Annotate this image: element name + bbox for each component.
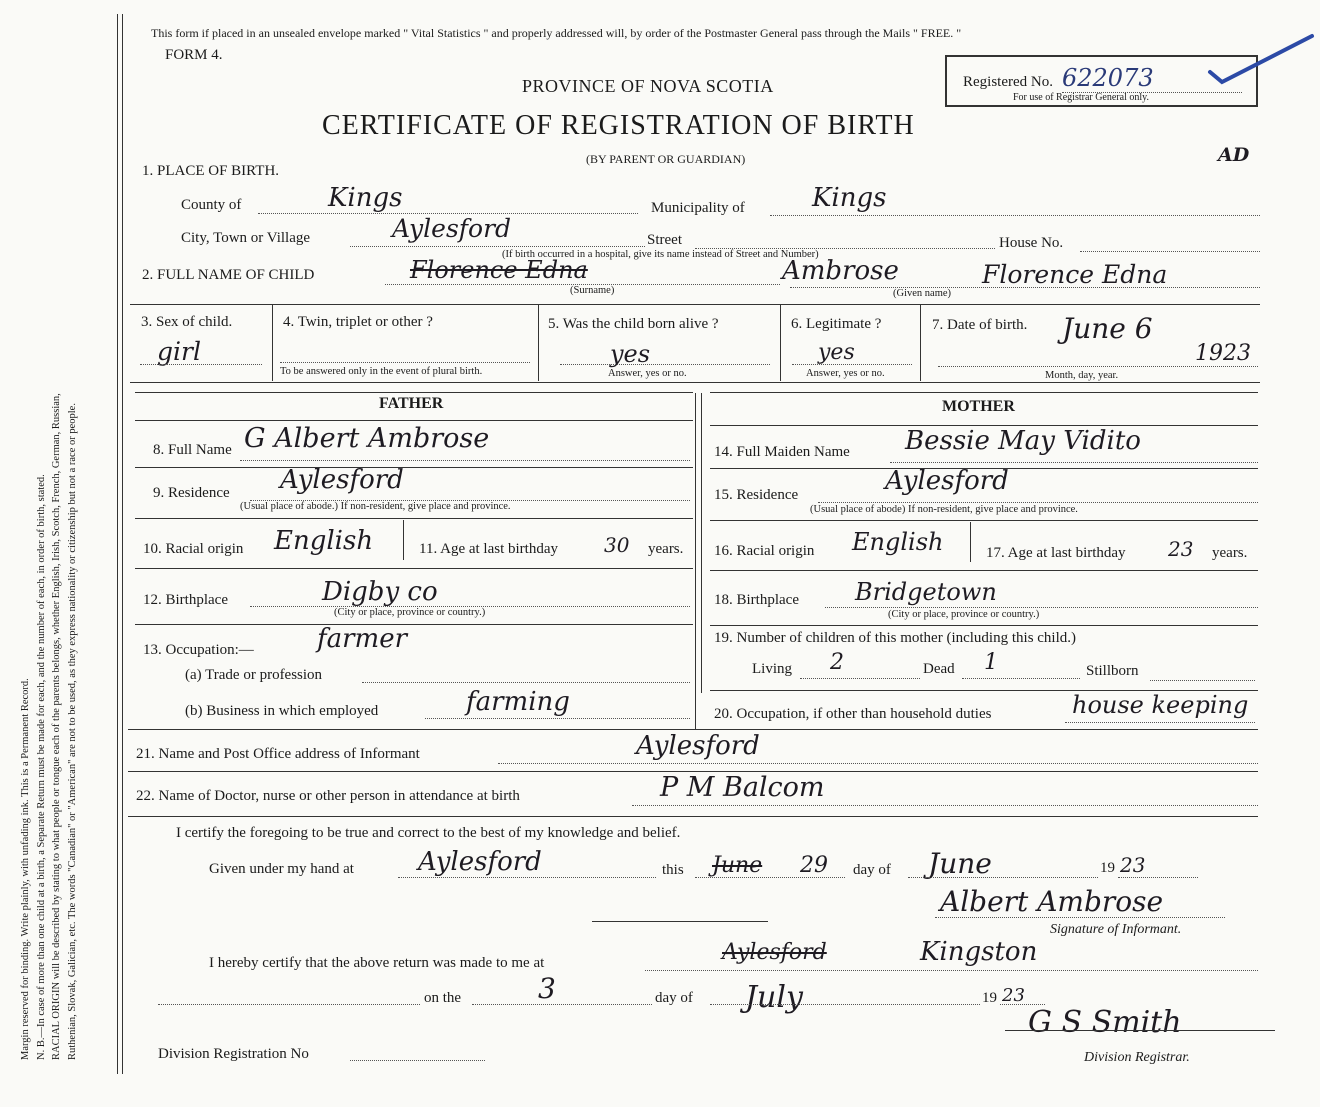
father-age-value: 30 <box>604 533 630 557</box>
mother-birthplace-label: 18. Birthplace <box>714 592 799 608</box>
children-label: 19. Number of children of this mother (including this child.) <box>714 630 1077 646</box>
center-divider <box>695 393 696 729</box>
doctor-label: 22. Name of Doctor, nurse or other person in attendance at birth <box>136 788 520 804</box>
registrar-month-value: July <box>745 980 803 1015</box>
living-label: Living <box>752 661 792 677</box>
registrar-day-line <box>472 1004 652 1005</box>
grid-divider <box>538 305 539 381</box>
father-residence-value: Aylesford <box>280 465 404 495</box>
legitimate-label: 6. Legitimate ? <box>791 316 882 332</box>
dob-label: 7. Date of birth. <box>932 317 1028 333</box>
given-place-line <box>398 877 656 878</box>
given-caption: (Given name) <box>893 288 952 299</box>
informant-signature-line <box>935 917 1225 918</box>
father-occupation-label: 13. Occupation:— <box>143 642 254 658</box>
registered-number: 622073 <box>1062 64 1154 92</box>
stillborn-label: Stillborn <box>1086 663 1139 679</box>
father-birthplace-value: Digby co <box>322 577 438 607</box>
mother-birthplace-line <box>825 607 1258 608</box>
alive-note: Answer, yes or no. <box>608 368 687 379</box>
father-race-divider <box>403 520 404 560</box>
signature-caption: Signature of Informant. <box>1050 922 1182 937</box>
dob-line <box>938 366 1258 367</box>
sex-line <box>140 364 262 365</box>
registrar-day-value: 3 <box>538 972 556 1005</box>
municipality-label: Municipality of <box>651 200 745 216</box>
legitimate-line <box>792 364 912 365</box>
grid-top-rule <box>130 304 1260 305</box>
city-value: Aylesford <box>392 214 512 243</box>
margin-line: Ruthenian, Slovak, Galician, etc. The words "Canadian" or "American" are not to be used, as they express nationality or citizenship but not a race or people. <box>66 403 78 1060</box>
father-top-rule <box>135 392 693 393</box>
sex-value: girl <box>157 337 201 366</box>
mother-heading: MOTHER <box>942 398 1015 415</box>
given-place: Aylesford <box>418 847 542 877</box>
father-occupation-value: farmer <box>317 624 408 654</box>
grid-divider <box>920 305 921 381</box>
place-of-birth-label: 1. PLACE OF BIRTH. <box>142 163 280 179</box>
mother-race-label: 16. Racial origin <box>714 543 815 559</box>
struck-name: Florence Edna <box>410 256 588 284</box>
mother-race-divider <box>970 522 971 562</box>
doctor-rule <box>128 816 1258 817</box>
registrar-signature: G S Smith <box>1028 1005 1182 1040</box>
father-name-value: G Albert Ambrose <box>244 423 490 454</box>
doctor-line <box>632 805 1258 806</box>
month-line <box>908 877 1098 878</box>
father-birthplace-note: (City or place, province or country.) <box>334 607 486 618</box>
father-rule <box>135 624 693 625</box>
trade-label: (a) Trade or profession <box>185 667 323 683</box>
business-value: farming <box>466 687 570 717</box>
legitimate-note: Answer, yes or no. <box>806 368 885 379</box>
mother-residence-note: (Usual place of abode) If non-resident, give place and province. <box>810 504 1078 515</box>
grid-divider <box>780 305 781 381</box>
given-value: Florence Edna <box>982 260 1168 289</box>
year-line <box>1118 877 1198 878</box>
father-residence-note: (Usual place of abode.) If non-resident, give place and province. <box>240 501 511 512</box>
municipality-value: Kings <box>812 183 887 213</box>
county-label: County of <box>181 197 242 213</box>
twin-label: 4. Twin, triplet or other ? <box>283 314 433 330</box>
margin-line: N. B.—In case of more than one child at a birth, a Separate Return must be made for each, and the number of each, in order of birth, stated. <box>35 474 47 1060</box>
dead-line <box>962 678 1080 679</box>
grid-bottom-rule <box>130 382 1260 383</box>
father-rule <box>135 518 693 519</box>
registrar-place-value: Kingston <box>920 937 1038 967</box>
margin-rule <box>122 14 123 1074</box>
father-heading: FATHER <box>379 395 444 412</box>
surname-caption: (Surname) <box>570 285 615 296</box>
registrar-caption: Division Registrar. <box>1084 1050 1190 1065</box>
father-name-line <box>240 460 690 461</box>
child-name-label: 2. FULL NAME OF CHILD <box>142 267 315 283</box>
father-rule <box>135 568 693 569</box>
this-label: this <box>662 862 684 878</box>
mother-race-value: English <box>852 528 944 556</box>
mother-age-value: 23 <box>1168 537 1194 561</box>
on-the-label: on the <box>424 990 462 1006</box>
registrar-year-prefix: 19 <box>982 990 997 1006</box>
dob-value: June 6 <box>1062 312 1153 345</box>
living-value: 2 <box>830 650 844 675</box>
alive-line <box>560 364 770 365</box>
form-number: FORM 4. <box>165 47 223 63</box>
stillborn-line <box>1150 680 1255 681</box>
registered-label: Registered No. <box>963 74 1053 90</box>
dead-value: 1 <box>984 650 998 675</box>
division-label: Division Registration No <box>158 1046 309 1062</box>
mail-notice: This form if placed in an unsealed envelope marked " Vital Statistics " and properly addressed will, by order of the Postmaster General pass through the Mails " FREE. " <box>151 26 962 40</box>
municipality-line <box>770 215 1260 216</box>
informant-label: 21. Name and Post Office address of Informant <box>136 746 420 762</box>
surname-value: Ambrose <box>782 256 899 286</box>
mother-rule <box>710 625 1258 626</box>
business-label: (b) Business in which employed <box>185 703 379 719</box>
dob-note: Month, day, year. <box>1045 370 1119 381</box>
month-value: June <box>928 847 992 880</box>
mother-rule <box>710 520 1258 521</box>
father-race-label: 10. Racial origin <box>143 541 244 557</box>
registrar-year-value: 23 <box>1002 985 1025 1006</box>
margin-instructions <box>18 0 80 1060</box>
hospital-note: (If birth occurred in a hospital, give its name instead of Street and Number) <box>502 249 819 260</box>
mother-age-label: 17. Age at last birthday <box>986 545 1126 561</box>
house-line <box>1080 251 1260 252</box>
father-age-label: 11. Age at last birthday <box>419 541 558 557</box>
dob-year: 1923 <box>1195 341 1251 366</box>
father-race-value: English <box>274 526 374 556</box>
house-label: House No. <box>999 235 1064 251</box>
twin-line <box>280 362 530 363</box>
dead-label: Dead <box>923 661 955 677</box>
mother-name-line <box>890 462 1258 463</box>
alive-value: yes <box>610 340 651 368</box>
year-prefix: 19 <box>1100 860 1115 876</box>
margin-line: Margin reserved for binding. Write plainly, with unfading ink. This is a Permanent Record. <box>20 678 31 1060</box>
registrar-blank-line <box>158 1004 420 1005</box>
checkmark-icon <box>1200 30 1320 90</box>
informant-value: Aylesford <box>636 731 760 761</box>
center-divider <box>701 393 702 693</box>
mother-residence-value: Aylesford <box>885 466 1009 496</box>
mother-occupation-label: 20. Occupation, if other than household duties <box>714 706 992 722</box>
division-line <box>350 1060 485 1061</box>
business-line <box>425 718 690 719</box>
registrar-note: For use of Registrar General only. <box>1013 92 1149 103</box>
father-rule <box>135 420 693 421</box>
mother-name-label: 14. Full Maiden Name <box>714 444 850 460</box>
father-name-label: 8. Full Name <box>153 442 232 458</box>
doctor-value: P M Balcom <box>660 772 825 803</box>
street-label: Street <box>647 232 682 248</box>
mother-age-unit: years. <box>1212 545 1248 561</box>
mother-birthplace-value: Bridgetown <box>855 578 997 606</box>
day-line <box>695 877 845 878</box>
father-residence-label: 9. Residence <box>153 485 230 501</box>
father-rule <box>135 467 693 468</box>
legitimate-value: yes <box>818 340 855 365</box>
city-label: City, Town or Village <box>181 230 311 246</box>
province-heading: PROVINCE OF NOVA SCOTIA <box>522 76 774 96</box>
day-of-label: day of <box>853 862 891 878</box>
year-value: 23 <box>1120 853 1146 877</box>
day-struck: June <box>712 853 763 878</box>
grid-divider <box>272 305 273 381</box>
mother-name-value: Bessie May Vidito <box>905 426 1141 456</box>
registrar-day-of-label: day of <box>655 990 693 1006</box>
margin-line: RACIAL ORIGIN will be described by stating to what people or tongue each of the parents belongs, whether English, Irish, Scotch, French, German, Russian, <box>51 393 62 1060</box>
informant-signature: Albert Ambrose <box>940 885 1164 918</box>
page-title: CERTIFICATE OF REGISTRATION OF BIRTH <box>322 110 915 141</box>
sex-label: 3. Sex of child. <box>141 314 233 330</box>
registrar-month-line <box>710 1004 980 1005</box>
registrar-signature-line <box>1005 1030 1275 1031</box>
registrar-place-line <box>645 970 1258 971</box>
page-subtitle: (BY PARENT OR GUARDIAN) <box>586 152 746 166</box>
mother-birthplace-note: (City or place, province or country.) <box>888 609 1040 620</box>
mother-rule <box>710 570 1258 571</box>
registrar-statement: I hereby certify that the above return was made to me at <box>209 955 545 971</box>
twin-note: To be answered only in the event of plural birth. <box>280 366 483 377</box>
mother-residence-line <box>818 502 1258 503</box>
alive-label: 5. Was the child born alive ? <box>548 316 719 332</box>
living-line <box>800 678 920 679</box>
mother-occupation-line <box>1065 722 1255 723</box>
certify-statement: I certify the foregoing to be true and correct to the best of my knowledge and belief. <box>176 825 681 841</box>
sections-bottom-rule <box>128 729 1258 730</box>
trade-line <box>362 682 690 683</box>
registrar-place-struck: Aylesford <box>722 940 827 965</box>
father-age-unit: years. <box>648 541 684 557</box>
mother-occupation-value: house keeping <box>1072 691 1249 719</box>
day-value: 29 <box>800 853 828 878</box>
signature-rule <box>592 921 768 922</box>
city-line <box>350 246 645 247</box>
margin-rule <box>117 14 118 1074</box>
given-label: Given under my hand at <box>209 861 354 877</box>
mother-residence-label: 15. Residence <box>714 487 799 503</box>
stamp-mark: AD <box>1218 144 1250 166</box>
mother-top-rule <box>710 392 1258 393</box>
county-value: Kings <box>328 183 403 213</box>
father-birthplace-label: 12. Birthplace <box>143 592 228 608</box>
informant-line <box>498 763 1258 764</box>
